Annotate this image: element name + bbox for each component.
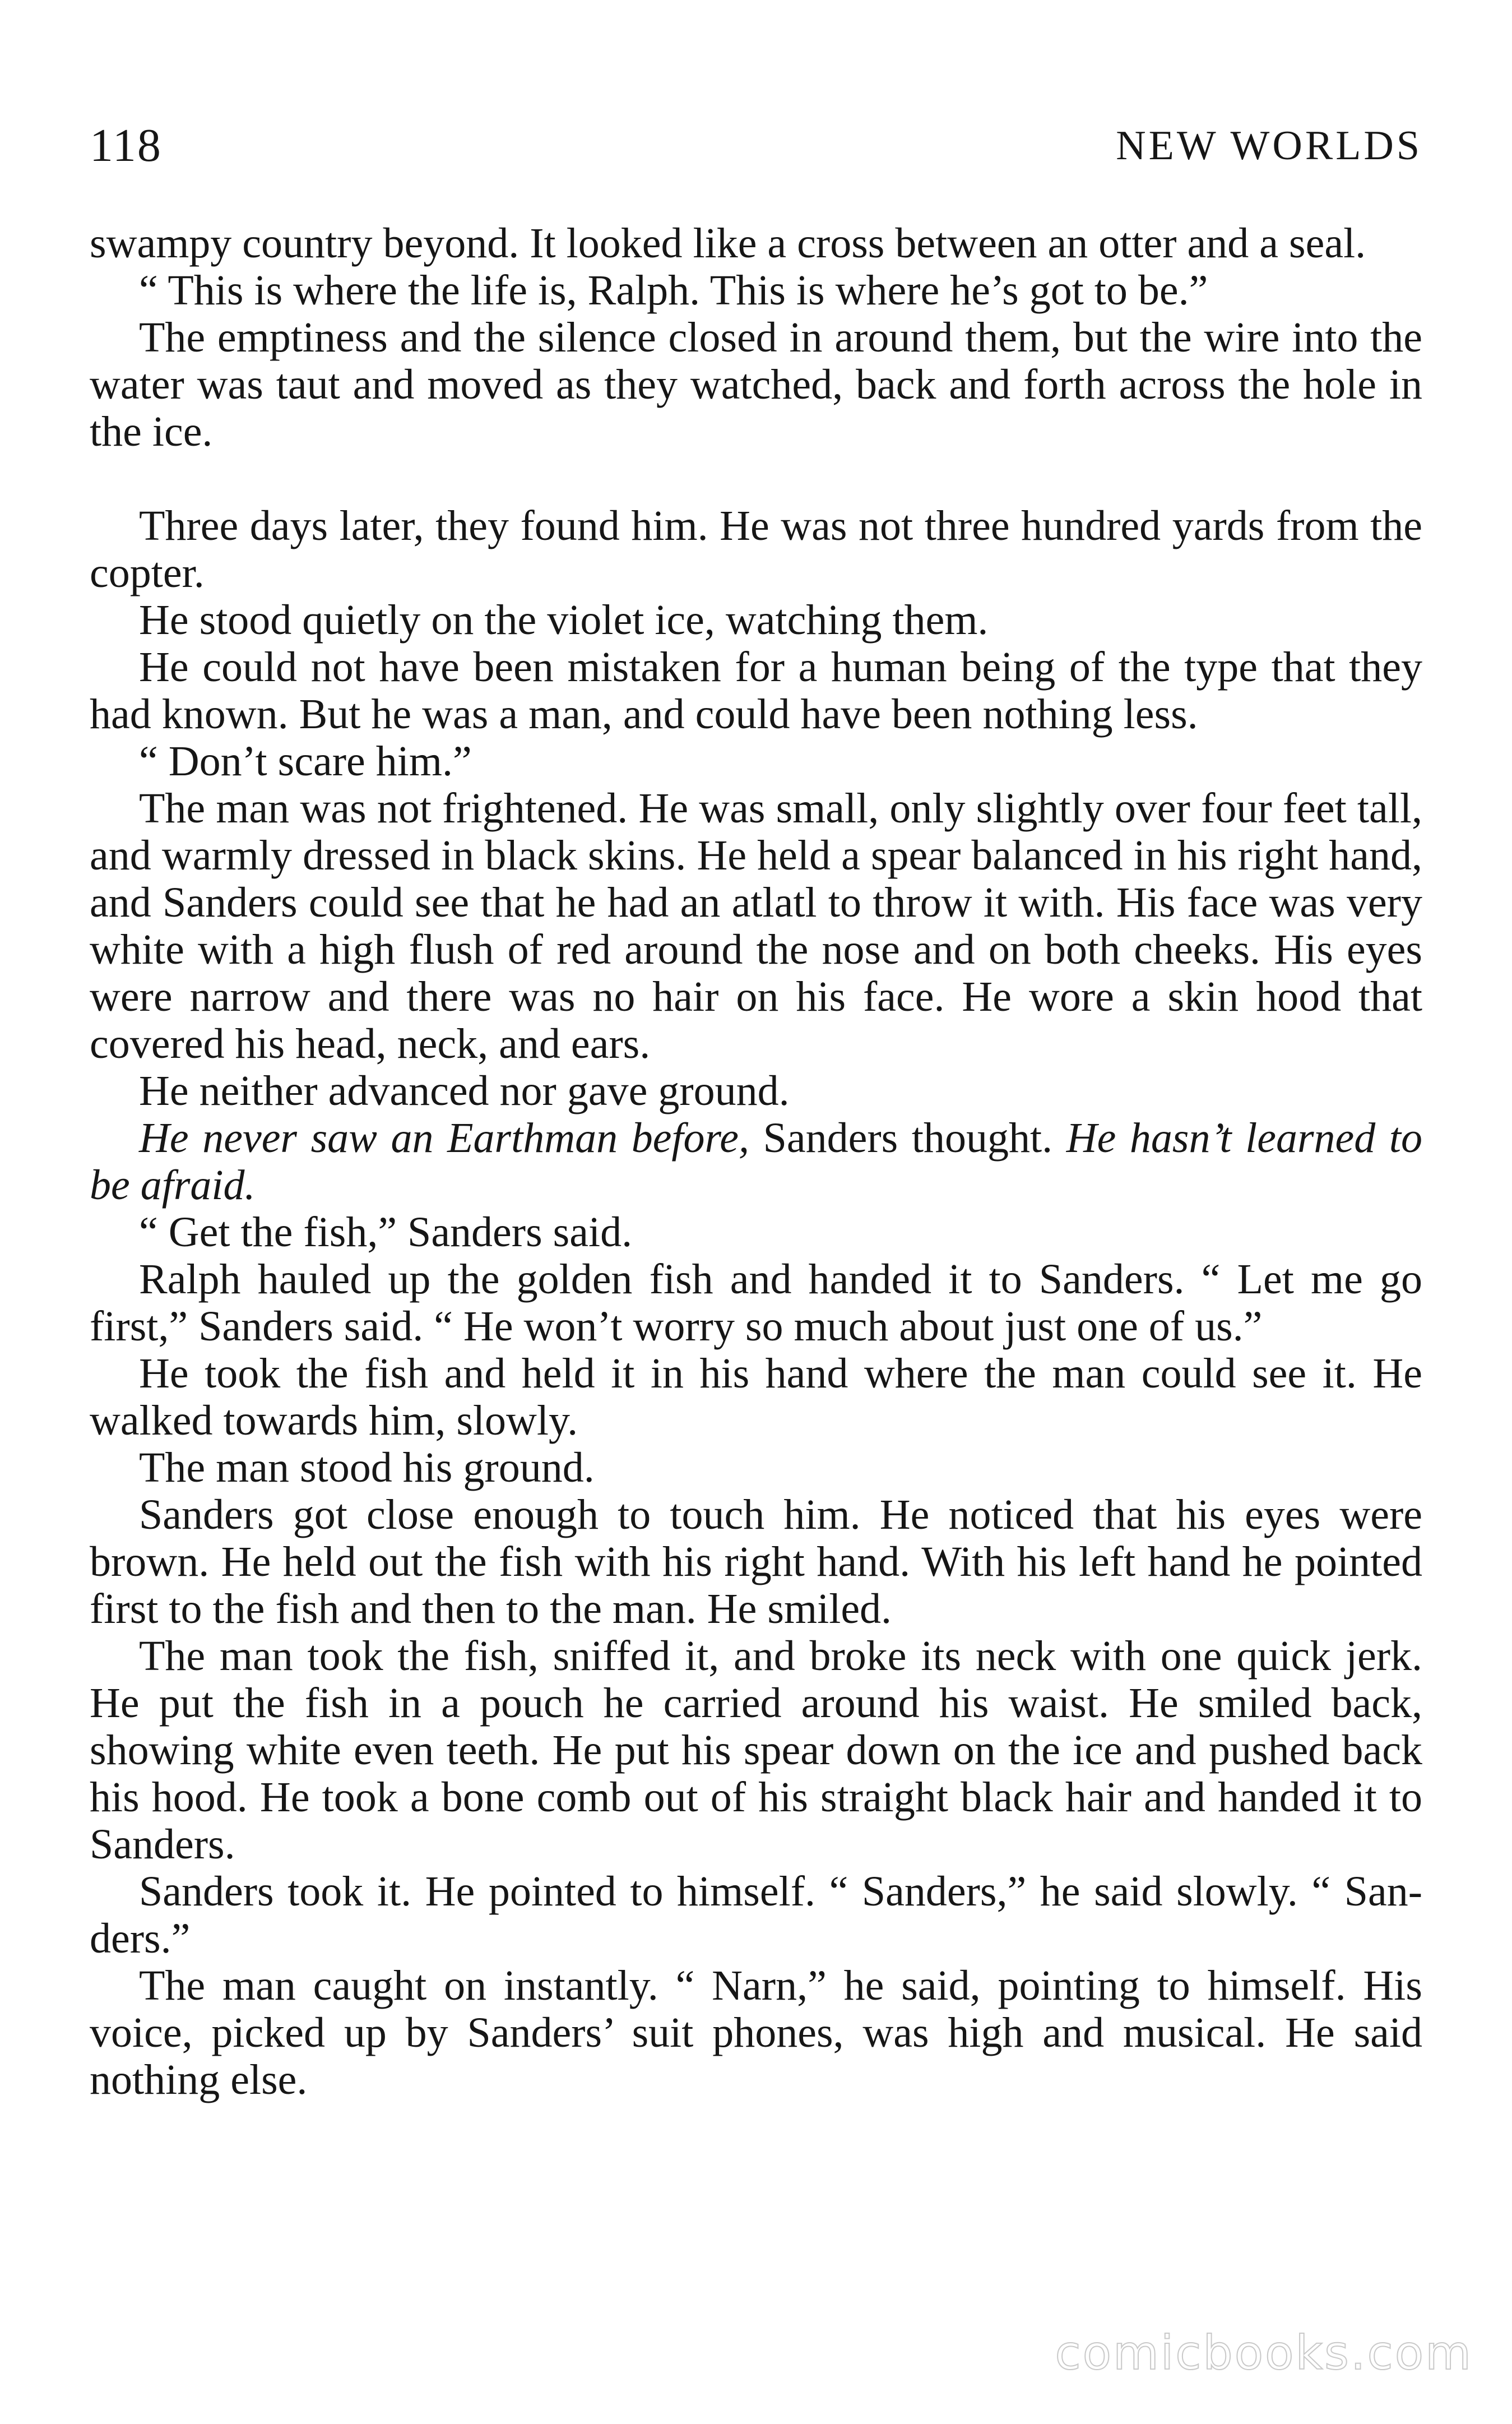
paragraph-12: Ralph hauled up the golden fish and handed it to Sanders. “ Let me go first,” Sanders said. “ He won’t worry so much about just one of us.” <box>90 1256 1422 1350</box>
watermark: comicbooks.com <box>1055 2325 1473 2380</box>
paragraph-2: “ This is where the life is, Ralph. This is where he’s got to be.” <box>139 267 1208 314</box>
paragraph-9: He neither advanced nor gave ground. <box>139 1067 790 1114</box>
paragraph-13: He took the fish and held it in his hand where the man could see it. He walked towards him, slowly. <box>90 1350 1422 1444</box>
paragraph-5: He stood quietly on the violet ice, watching them. <box>139 596 989 644</box>
paragraph-3: The emptiness and the silence closed in around them, but the wire into the water was taut and moved as they watched, back and forth across the hole in the ice. <box>90 314 1422 455</box>
page-number: 118 <box>90 119 162 172</box>
paragraph-15: Sanders got close enough to touch him. He noticed that his eyes were brown. He held out the fish with his right hand. With his left hand he pointed first to the fish and then to the man. He smiled. <box>90 1491 1422 1632</box>
running-head <box>90 115 1422 177</box>
section-break <box>90 455 1422 502</box>
paragraph-10 <box>90 1114 1422 1209</box>
running-title: NEW WORLDS <box>1116 123 1422 169</box>
paragraph-4: Three days later, they found him. He was not three hundred yards from the copter. <box>90 502 1422 596</box>
paragraph-17: Sanders took it. He pointed to himself. “ Sanders,” he said slowly. “ San-ders.” <box>90 1868 1422 1962</box>
paragraph-18: The man caught on instantly. “ Narn,” he said, pointing to himself. His voice, picked up by Sanders’ suit phones, was high and musical. He said nothing else. <box>90 1962 1422 2103</box>
paragraph-16: The man took the fish, sniffed it, and broke its neck with one quick jerk. He put the fish in a pouch he carried around his waist. He smiled back, showing white even teeth. He put his spear down on the ice and pushed back his hood. He took a bone comb out of his straight black hair and handed it to Sanders. <box>90 1632 1422 1868</box>
paragraph-7: “ Don’t scare him.” <box>139 738 472 785</box>
paragraph-8: The man was not frightened. He was small, only slightly over four feet tall, and warmly dressed in black skins. He held a spear balanced in his right hand, and Sanders could see that he had an atlatl to throw it with. His face was very white with a high flush of red around the nose and on both cheeks. His eyes were narrow and there was no hair on his face. He wore a skin hood that covered his head, neck, and ears. <box>90 785 1422 1067</box>
body-text <box>90 220 1422 2103</box>
thought-attribution: Sanders thought. <box>749 1114 1066 1162</box>
paragraph-11: “ Get the fish,” Sanders said. <box>139 1209 633 1256</box>
paragraph-14: The man stood his ground. <box>139 1444 595 1491</box>
paragraph-1: swampy country beyond. It looked like a cross between an otter and a seal. <box>90 220 1366 267</box>
italic-thought-2: He hasn’t learned to be afraid. <box>90 1114 1422 1209</box>
italic-thought-1: He never saw an Earthman before, <box>139 1114 750 1162</box>
paragraph-6: He could not have been mistaken for a human being of the type that they had known. But he was a man, and could have been nothing less. <box>90 644 1422 738</box>
